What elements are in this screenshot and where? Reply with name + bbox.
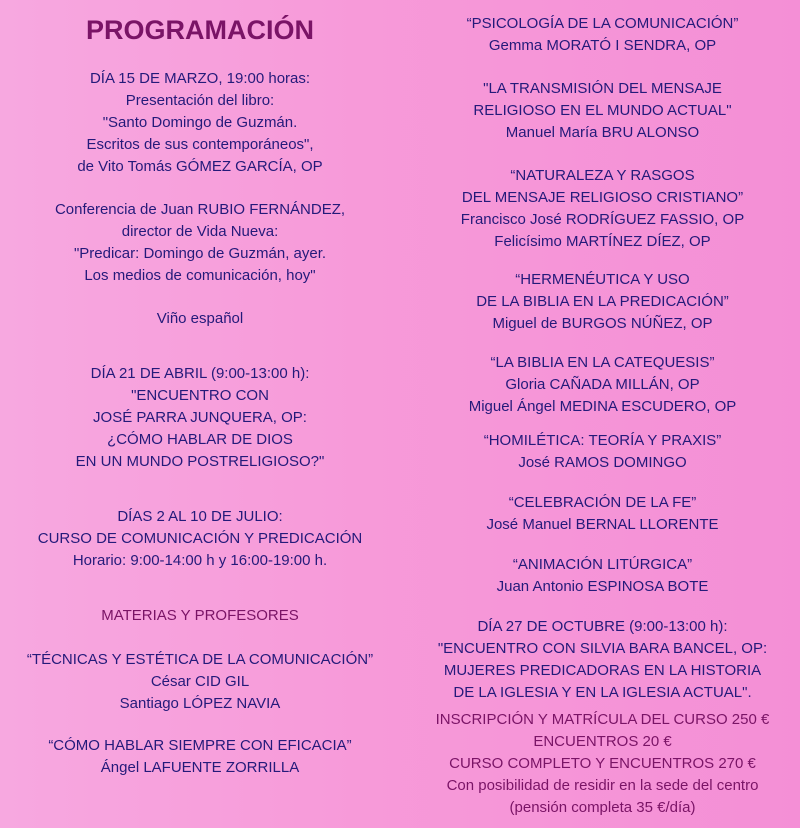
- text-line: RELIGIOSO EN EL MUNDO ACTUAL": [473, 102, 732, 119]
- text-line: "Santo Domingo de Guzmán.: [102, 114, 298, 131]
- text-line: Gemma MORATÓ I SENDRA, OP: [488, 37, 717, 54]
- text-line: "LA TRANSMISIÓN DEL MENSAJE: [483, 80, 722, 97]
- price-line: INSCRIPCIÓN Y MATRÍCULA DEL CURSO 250 €: [435, 711, 770, 728]
- text-line: EN UN MUNDO POSTRELIGIOSO?": [75, 453, 325, 470]
- text-line: César CID GIL: [150, 673, 250, 690]
- text-line: Juan Antonio ESPINOSA BOTE: [496, 578, 709, 595]
- residence-note: Con posibilidad de residir en la sede del centro: [446, 777, 759, 794]
- text-line: "ENCUENTRO CON: [131, 387, 269, 404]
- text-line: “LA BIBLIA EN LA CATEQUESIS”: [490, 354, 715, 371]
- text-line: ¿CÓMO HABLAR DE DIOS: [107, 431, 293, 448]
- event-date-july: DÍAS 2 AL 10 DE JULIO:: [117, 508, 283, 525]
- text-line: director de Vida Nueva:: [121, 223, 279, 240]
- text-line: DEL MENSAJE RELIGIOSO CRISTIANO”: [461, 189, 744, 206]
- text-line: Miguel de BURGOS NÚÑEZ, OP: [492, 315, 713, 332]
- text-line: Horario: 9:00-14:00 h y 16:00-19:00 h.: [72, 552, 328, 569]
- text-line: MUJERES PREDICADORAS EN LA HISTORIA: [443, 662, 762, 679]
- text-line: Presentación del libro:: [125, 92, 275, 109]
- text-line: de Vito Tomás GÓMEZ GARCÍA, OP: [77, 158, 323, 175]
- text-line: “TÉCNICAS Y ESTÉTICA DE LA COMUNICACIÓN”: [26, 651, 374, 668]
- text-line: “ANIMACIÓN LITÚRGICA”: [512, 556, 693, 573]
- text-line: Francisco José RODRÍGUEZ FASSIO, OP: [460, 211, 745, 228]
- event-date-march: DÍA 15 DE MARZO, 19:00 horas:: [89, 70, 311, 87]
- text-line: José Manuel BERNAL LLORENTE: [486, 516, 719, 533]
- price-line: CURSO COMPLETO Y ENCUENTROS 270 €: [449, 755, 756, 772]
- text-line: Los medios de comunicación, hoy": [84, 267, 316, 284]
- text-line: DE LA BIBLIA EN LA PREDICACIÓN”: [476, 293, 729, 310]
- text-line: Felicísimo MARTÍNEZ DÍEZ, OP: [494, 233, 711, 250]
- price-line: ENCUENTROS 20 €: [533, 733, 672, 750]
- text-line: José RAMOS DOMINGO: [518, 454, 687, 471]
- text-line: “CELEBRACIÓN DE LA FE”: [508, 494, 697, 511]
- text-line: DE LA IGLESIA Y EN LA IGLESIA ACTUAL".: [453, 684, 752, 701]
- text-line: Gloria CAÑADA MILLÁN, OP: [505, 376, 700, 393]
- text-line: CURSO DE COMUNICACIÓN Y PREDICACIÓN: [37, 530, 363, 547]
- page-title: PROGRAMACIÓN: [86, 15, 314, 45]
- text-line: “PSICOLOGÍA DE LA COMUNICACIÓN”: [466, 15, 739, 32]
- text-line: “HOMILÉTICA: TEORÍA Y PRAXIS”: [483, 432, 722, 449]
- text-line: JOSÉ PARRA JUNQUERA, OP:: [93, 409, 307, 426]
- text-line: “CÓMO HABLAR SIEMPRE CON EFICACIA”: [48, 737, 352, 754]
- text-line: "Predicar: Domingo de Guzmán, ayer.: [73, 245, 327, 262]
- residence-note: (pensión completa 35 €/día): [509, 799, 696, 816]
- text-line: “NATURALEZA Y RASGOS: [510, 167, 695, 184]
- text-line: Miguel Ángel MEDINA ESCUDERO, OP: [468, 398, 737, 415]
- text-line: “HERMENÉUTICA Y USO: [515, 271, 690, 288]
- text-line: "ENCUENTRO CON SILVIA BARA BANCEL, OP:: [437, 640, 768, 657]
- text-line: Manuel María BRU ALONSO: [505, 124, 700, 141]
- text-line: Ángel LAFUENTE ZORRILLA: [100, 759, 300, 776]
- text-line: Viño español: [156, 310, 244, 327]
- event-date-october: DÍA 27 DE OCTUBRE (9:00-13:00 h):: [477, 618, 728, 635]
- text-line: Santiago LÓPEZ NAVIA: [119, 695, 281, 712]
- text-line: Escritos de sus contemporáneos",: [86, 136, 314, 153]
- event-date-april: DÍA 21 DE ABRIL (9:00-13:00 h):: [90, 365, 310, 382]
- text-line: Conferencia de Juan RUBIO FERNÁNDEZ,: [54, 201, 346, 218]
- section-heading: MATERIAS Y PROFESORES: [101, 607, 299, 624]
